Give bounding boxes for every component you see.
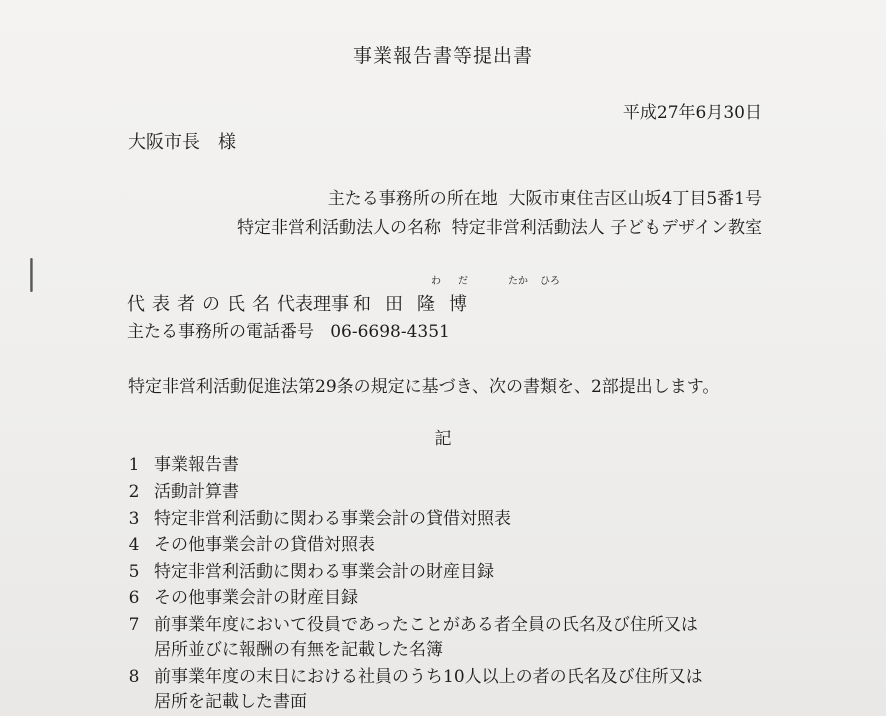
- item-text: 前事業年度において役員であったことがある者全員の氏名及び住所又は: [154, 615, 698, 635]
- addressee: [128, 132, 236, 154]
- furigana-hiro: ひろ: [540, 276, 560, 287]
- item-number: 5: [128, 562, 140, 582]
- item-number: 3: [128, 509, 140, 529]
- item-text: 前事業年度の末日における社員のうち10人以上の者の氏名及び住所又は: [154, 667, 703, 687]
- representative-title: 代表理事: [277, 294, 349, 315]
- item-number: 8: [128, 667, 140, 687]
- item-text: 特定非営利活動に関わる事業会計の貸借対照表: [154, 509, 511, 529]
- item-text-continued: 居所を記載した書面: [154, 692, 307, 712]
- office-address-line: [328, 188, 762, 210]
- representative-line: [127, 294, 481, 316]
- org-name-line: [237, 217, 762, 239]
- item-number: 6: [128, 588, 140, 608]
- furigana-taka: たか: [508, 276, 528, 287]
- office-address-label: 主たる事務所の所在地: [327, 189, 498, 209]
- submission-date: 平成27年6月30日: [622, 103, 762, 123]
- addressee-honorific: 様: [218, 132, 236, 153]
- document-title: 事業報告書等提出書: [352, 45, 533, 67]
- item-number: 1: [128, 455, 140, 475]
- paper-clip: [30, 258, 33, 292]
- item-number: 4: [128, 535, 140, 555]
- phone-value: 06-6698-4351: [330, 322, 450, 342]
- item-text: 事業報告書: [154, 455, 239, 475]
- addressee-name: 大阪市長: [128, 132, 200, 153]
- org-name-value: 特定非営利活動法人 子どもデザイン教室: [451, 218, 762, 238]
- item-text-continued: 居所並びに報酬の有無を記載した名簿: [154, 640, 443, 660]
- item-number: 2: [128, 482, 140, 502]
- representative-name: 和田隆博: [353, 294, 481, 315]
- ki-heading: 記: [434, 429, 452, 449]
- furigana-wa: わ: [431, 276, 441, 287]
- phone-label: 主たる事務所の電話番号: [127, 322, 314, 342]
- item-text: その他事業会計の財産目録: [154, 588, 358, 608]
- furigana-da: だ: [458, 276, 468, 287]
- item-text: その他事業会計の貸借対照表: [154, 535, 375, 555]
- item-text: 活動計算書: [154, 482, 239, 502]
- item-text: 特定非営利活動に関わる事業会計の財産目録: [154, 562, 494, 582]
- phone-line: [127, 321, 450, 343]
- representative-label: 代表者の氏名: [127, 294, 277, 315]
- org-name-label: 特定非営利活動法人の名称: [236, 218, 441, 238]
- item-number: 7: [128, 615, 140, 635]
- submission-statement: 特定非営利活動促進法第29条の規定に基づき、次の書類を、2部提出します。: [128, 377, 720, 397]
- office-address-value: 大阪市東住吉区山坂4丁目5番1号: [508, 189, 762, 209]
